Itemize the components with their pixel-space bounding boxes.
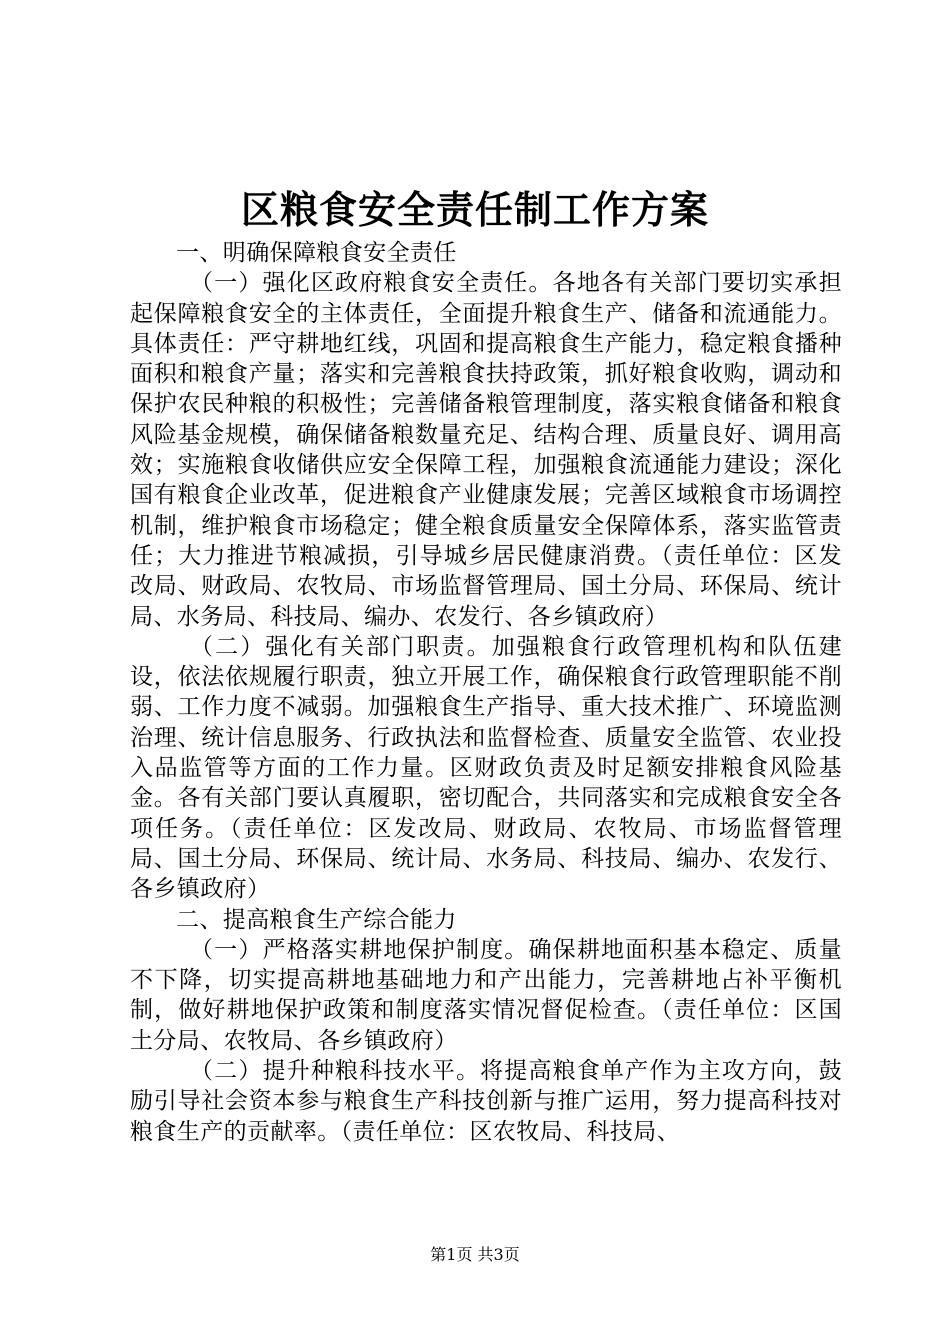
document-title: 区粮食安全责任制工作方案 <box>240 187 709 232</box>
paragraph: （二）提升种粮科技水平。将提高粮食单产作为主攻方向，鼓励引导社会资本参与粮食生产科技创新与推广运用，努力提高科技对粮食生产的贡献率。（责任单位：区农牧局、科技局、 <box>130 1058 842 1145</box>
section-heading: 二、提高粮食生产综合能力 <box>176 906 457 933</box>
section-heading: 一、明确保障粮食安全责任 <box>176 240 457 266</box>
paragraph: （一）严格落实耕地保护制度。确保耕地面积基本稳定、质量不下降，切实提高耕地基础地力和产出能力，完善耕地占补平衡机制，做好耕地保护政策和制度落实情况督促检查。（责任单位：区国土分局、农牧局、各乡镇政府） <box>130 936 842 1054</box>
page-number-footer: 第1页 共3页 <box>430 1245 520 1264</box>
paragraph: （二）强化有关部门职责。加强粮食行政管理机构和队伍建设，依法依规履行职责，独立开展工作，确保粮食行政管理职能不削弱、工作力度不减弱。加强粮食生产指导、重大技术推广、环境监测治理、统计信息服务、行政执法和监督检查、质量安全监管、农业投入品监管等方面的工作力量。区财政负责及时足额安排粮食风险基金。各有关部门要认真履职，密切配合，共同落实和完成粮食安全各项任务。（责任单位：区发改局、财政局、农牧局、市场监督管理局、国土分局、环保局、统计局、水务局、科技局、编办、农发行、各乡镇政府） <box>130 633 842 903</box>
paragraph: （一）强化区政府粮食安全责任。各地各有关部门要切实承担起保障粮食安全的主体责任，全面提升粮食生产、储备和流通能力。具体责任：严守耕地红线，巩固和提高粮食生产能力，稳定粮食播种面积和粮食产量；落实和完善粮食扶持政策，抓好粮食收购，调动和保护农民种粮的积极性；完善储备粮管理制度，落实粮食储备和粮食风险基金规模，确保储备粮数量充足、结构合理、质量良好、调用高效；实施粮食收储供应安全保障工程，加强粮食流通能力建设；深化国有粮食企业改革，促进粮食产业健康发展；完善区域粮食市场调控机制，维护粮食市场稳定；健全粮食质量安全保障体系，落实监管责任；大力推进节粮减损，引导城乡居民健康消费。（责任单位：区发改局、财政局、农牧局、市场监督管理局、国土分局、环保局、统计局、水务局、科技局、编办、农发行、各乡镇政府） <box>130 270 842 630</box>
document-body <box>130 238 842 1147</box>
